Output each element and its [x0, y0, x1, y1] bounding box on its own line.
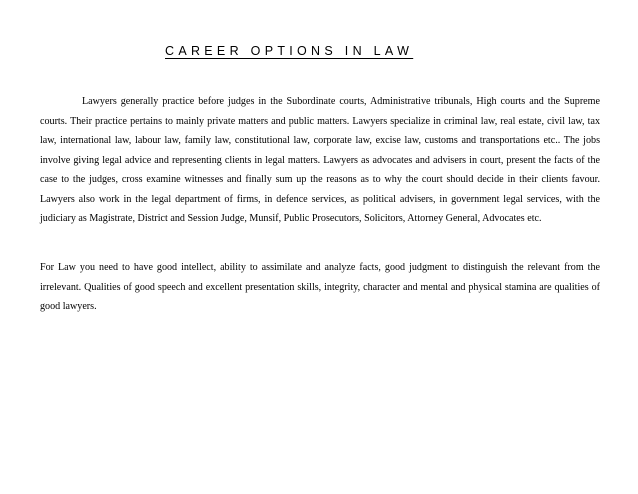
- document-title: CAREER OPTIONS IN LAW: [165, 44, 414, 58]
- paragraph-lawyer-practice: Lawyers generally practice before judges in the Subordinate courts, Administrative tribunals, High courts and the Supreme courts. Their practice pertains to mainly private matters and public matters. Lawyers specialize in criminal law, real estate, civil law, tax law, international law, labour law, family law, constitutional law, corporate law, excise law, customs and transportations etc.. The jobs involve giving legal advice and representing clients in legal matters. Lawyers as advocates and advisers in court, present the facts of the case to the judges, cross examine witnesses and finally sum up the reasons as to why the court should decide in their clients favour. Lawyers also work in the legal department of firms, in defence services, as political advisers, in government legal services, with the judiciary as Magistrate, District and Session Judge, Munsif, Public Prosecutors, Solicitors, Attorney General, Advocates etc.: [40, 96, 600, 224]
- paragraph-lawyer-qualities: For Law you need to have good intellect, ability to assimilate and analyze facts, good judgment to distinguish the relevant from the irrelevant. Qualities of good speech and excellent presentation skills, integrity, character and mental and physical stamina are qualities of good lawyers.: [40, 262, 600, 312]
